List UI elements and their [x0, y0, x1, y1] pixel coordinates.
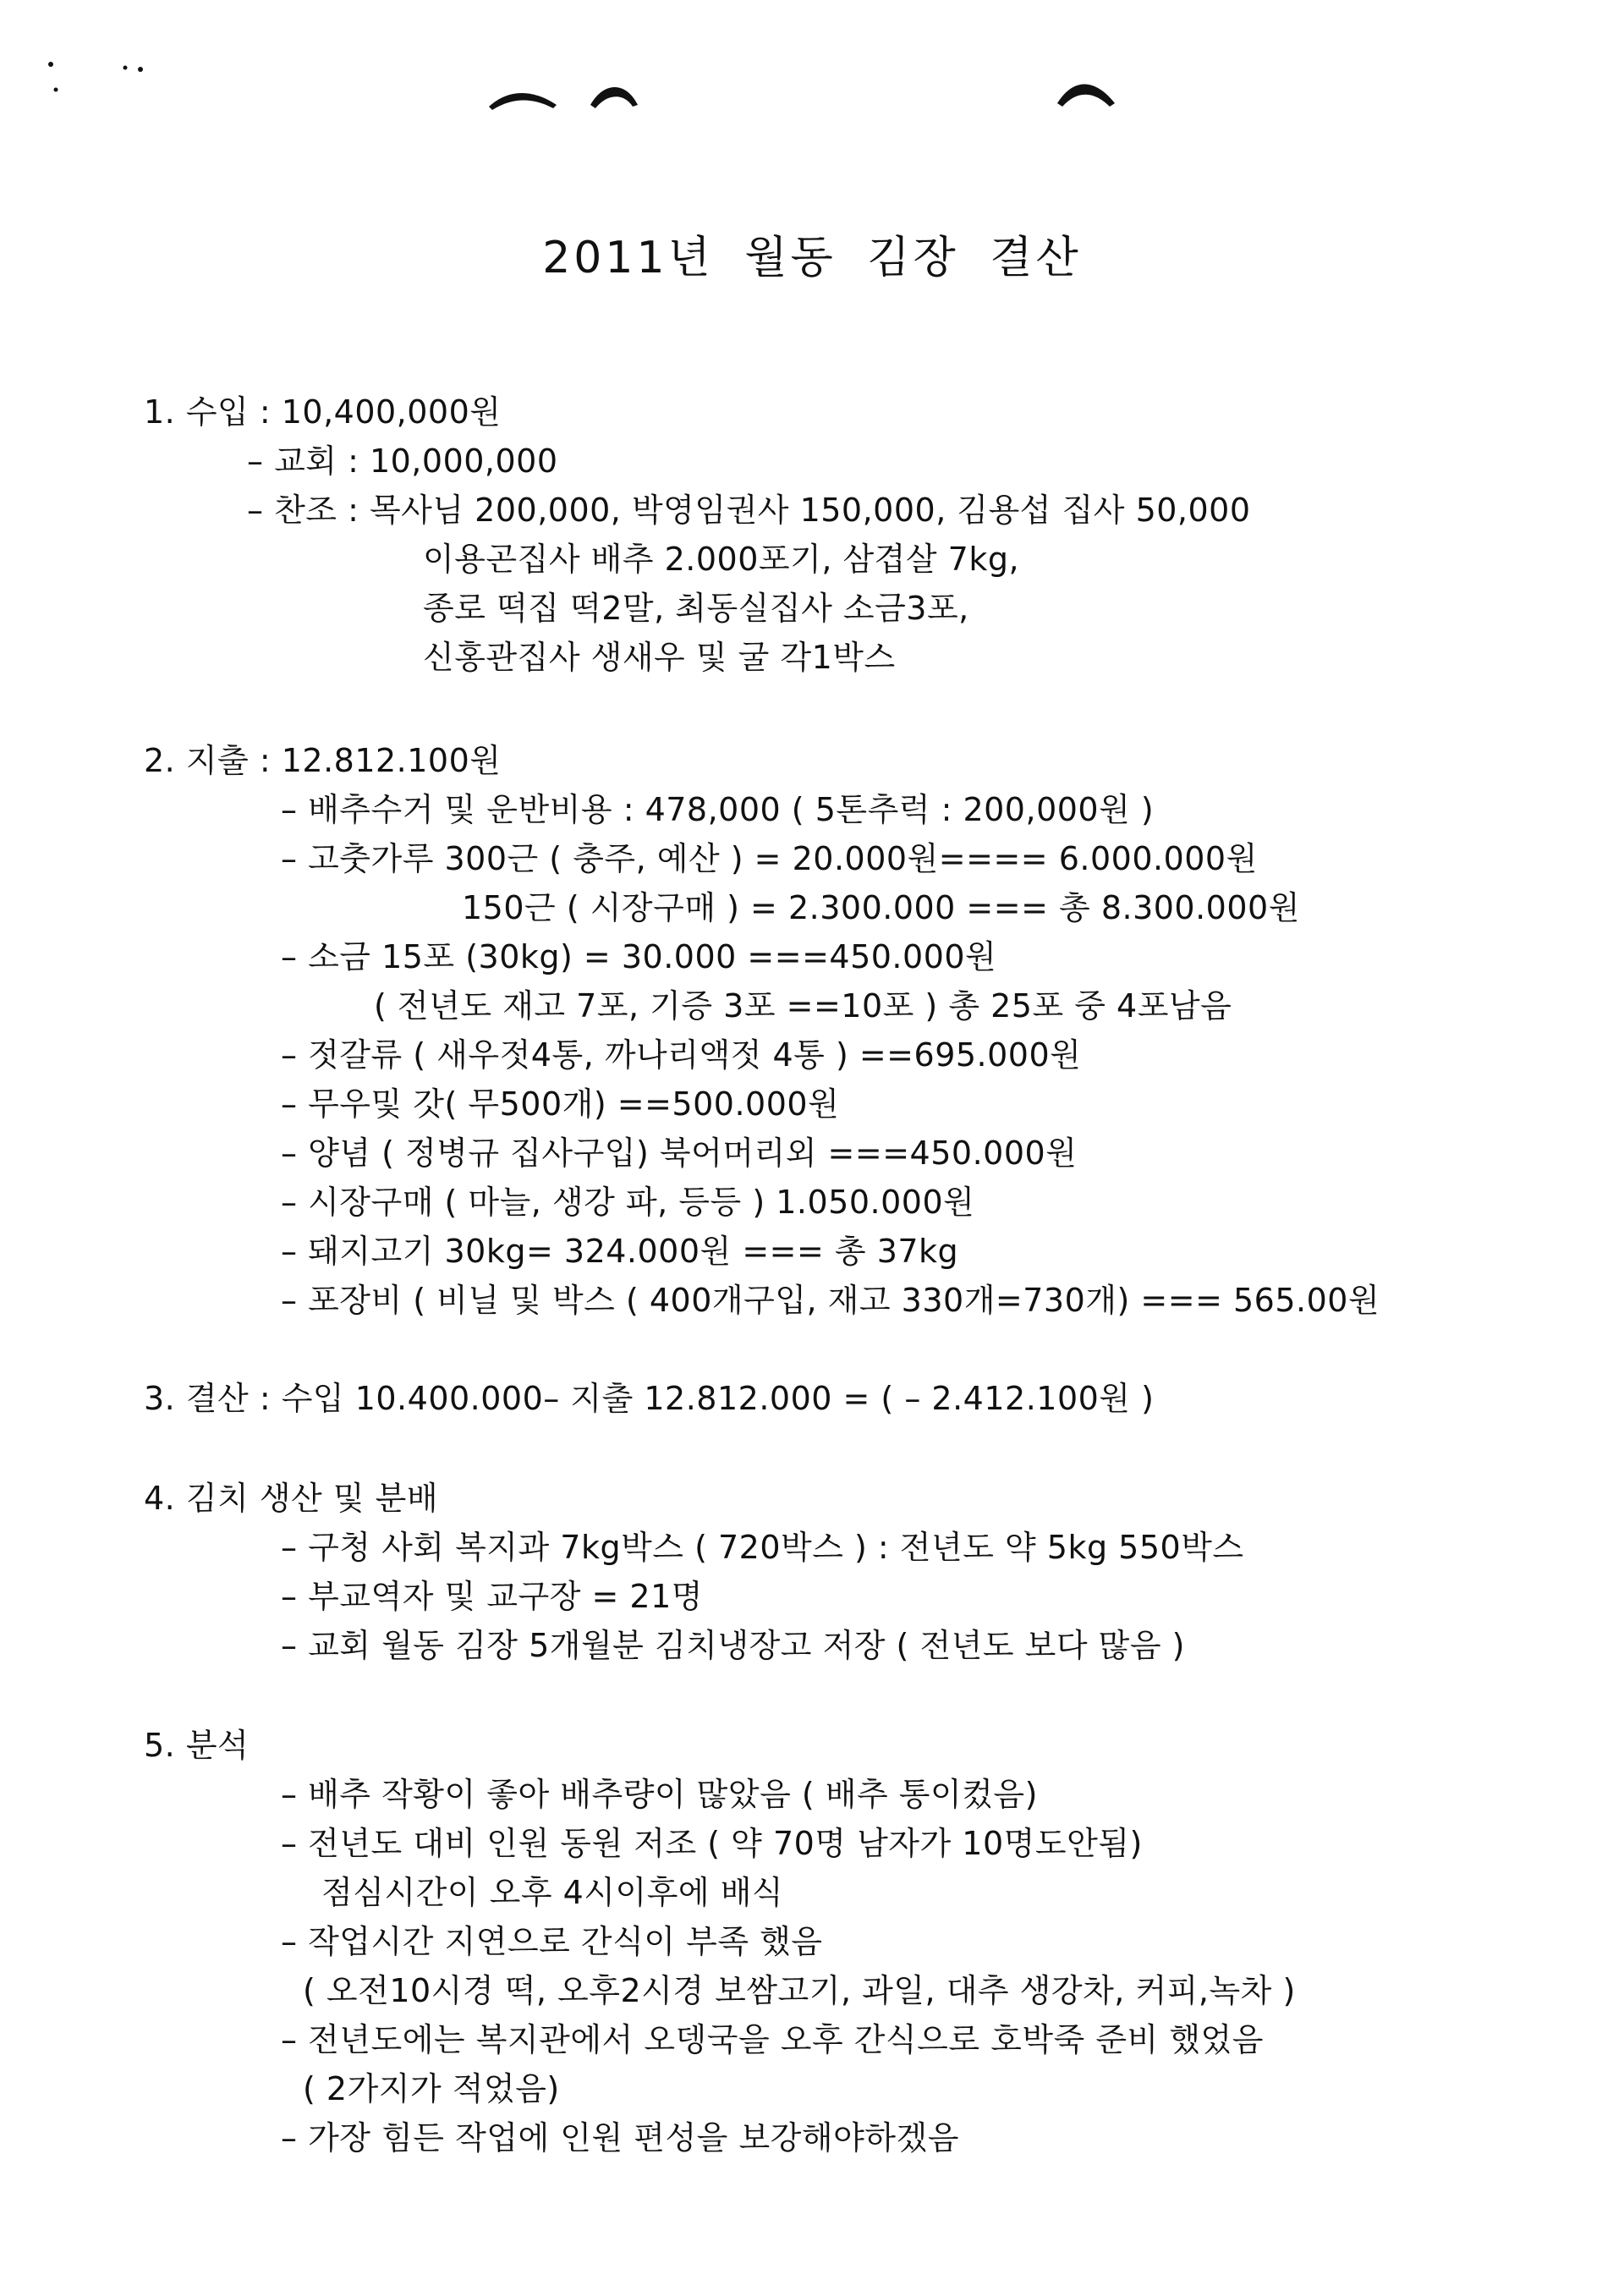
expense-line: – 젓갈류 ( 새우젓4통, 까나리액젓 4통 ) ==695.000원 — [281, 1036, 1082, 1074]
income-line: 종로 떡집 떡2말, 최동실집사 소금3포, — [423, 590, 969, 627]
expense-line: – 고춧가루 300근 ( 충주, 예산 ) = 20.000원==== 6.000.000원 — [281, 840, 1258, 877]
expense-line: – 무우및 갓( 무500개) ==500.000원 — [281, 1085, 840, 1123]
income-line: 신홍관집사 생새우 및 굴 각1박스 — [423, 639, 896, 676]
analysis-line: – 전년도 대비 인원 동원 저조 ( 약 70명 남자가 10명도안됨) — [281, 1825, 1143, 1862]
expense-line: – 양념 ( 정병규 집사구입) 북어머리외 ===450.000원 — [281, 1135, 1078, 1172]
expense-line: 150근 ( 시장구매 ) = 2.300.000 === 총 8.300.000원 — [462, 889, 1300, 926]
expense-line: – 배추수거 및 운반비용 : 478,000 ( 5톤추럭 : 200,000원 ) — [281, 791, 1155, 828]
section-heading-settlement: 3. 결산 : 수입 10.400.000– 지출 12.812.000 = ( – 2.412.100원 ) — [144, 1380, 1155, 1417]
document-title: 2011년 월동 김장 결산 — [542, 233, 1082, 283]
section-heading-income: 1. 수입 : 10,400,000원 — [144, 393, 502, 431]
expense-line: ( 전년도 재고 7포, 기증 3포 ==10포 ) 총 25포 중 4포남음 — [374, 987, 1232, 1025]
analysis-line: – 배추 작황이 좋아 배추량이 많았음 ( 배추 통이컸음) — [281, 1776, 1038, 1813]
income-line: 이용곤집사 배추 2.000포기, 삼겹살 7kg, — [423, 541, 1020, 578]
distribution-line: – 구청 사회 복지과 7kg박스 ( 720박스 ) : 전년도 약 5kg 550박스 — [281, 1529, 1244, 1566]
distribution-line: – 부교역자 및 교구장 = 21명 — [281, 1578, 703, 1615]
section-heading-analysis: 5. 분석 — [144, 1727, 250, 1764]
section-heading-distribution: 4. 김치 생산 및 분배 — [144, 1480, 439, 1517]
income-line: – 찬조 : 목사님 200,000, 박영임권사 150,000, 김용섭 집사 50,000 — [247, 492, 1251, 529]
analysis-line: – 가장 힘든 작업에 인원 편성을 보강해야하겠음 — [281, 2119, 959, 2156]
analysis-line: 점심시간이 오후 4시이후에 배식 — [321, 1874, 784, 1911]
analysis-line: – 전년도에는 복지관에서 오뎅국을 오후 간식으로 호박죽 준비 했었음 — [281, 2021, 1264, 2058]
scan-artifact-marks — [0, 0, 1624, 135]
section-heading-expense: 2. 지출 : 12.812.100원 — [144, 742, 502, 779]
expense-line: – 돼지고기 30kg= 324.000원 === 총 37kg — [281, 1233, 959, 1270]
analysis-line: ( 오전10시경 떡, 오후2시경 보쌈고기, 과일, 대추 생강차, 커피,녹차 ) — [303, 1972, 1296, 2009]
expense-line: – 소금 15포 (30kg) = 30.000 ===450.000원 — [281, 938, 997, 975]
analysis-line: – 작업시간 지연으로 간식이 부족 했음 — [281, 1923, 823, 1960]
expense-line: – 포장비 ( 비닐 및 박스 ( 400개구입, 재고 330개=730개) === 565.00원 — [281, 1282, 1380, 1319]
expense-line: – 시장구매 ( 마늘, 생강 파, 등등 ) 1.050.000원 — [281, 1184, 975, 1221]
distribution-line: – 교회 월동 김장 5개월분 김치냉장고 저장 ( 전년도 보다 많음 ) — [281, 1627, 1185, 1664]
income-line: – 교회 : 10,000,000 — [247, 442, 558, 480]
analysis-line: ( 2가지가 적었음) — [303, 2070, 560, 2107]
